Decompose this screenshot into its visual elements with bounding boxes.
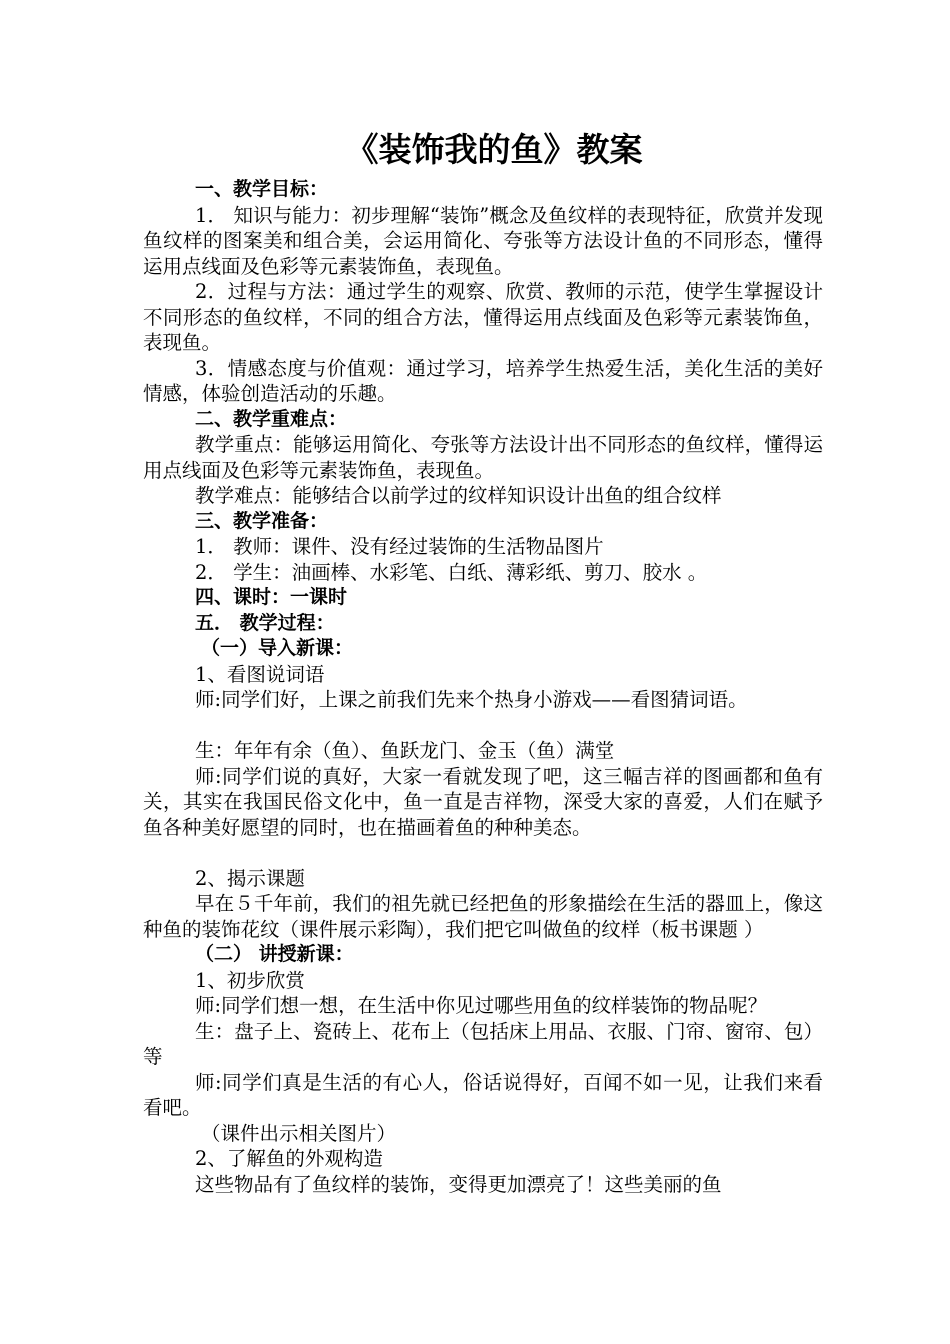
section-heading-preparation: 三、教学准备： — [195, 509, 329, 532]
document-page — [143, 125, 823, 1197]
paragraph: 2、了解鱼的外观构造 — [195, 1147, 383, 1170]
paragraph: 2、揭示课题 — [195, 866, 305, 890]
paragraph: （课件出示相关图片） — [201, 1121, 397, 1145]
section-heading-process: 五． 教学过程： — [195, 611, 335, 634]
blank-line — [143, 840, 823, 866]
paragraph: 教学重点：能够运用简化、夸张等方法设计出不同形态的鱼纹样，懂得运用点线面及色彩等元素装饰鱼，表现鱼。 — [143, 433, 823, 482]
paragraph: 这些物品有了鱼纹样的装饰，变得更加漂亮了！这些美丽的鱼 — [195, 1172, 722, 1196]
subsection-heading-intro: （一）导入新课： — [201, 637, 354, 659]
paragraph: 师:同学们真是生活的有心人，俗话说得好，百闻不如一见，让我们来看看吧。 — [143, 1070, 823, 1119]
paragraph: 生：盘子上、瓷砖上、花布上（包括床上用品、衣服、门帘、窗帘、包）等 — [143, 1019, 823, 1068]
section-heading-objectives: 一、教学目标： — [195, 178, 329, 200]
paragraph: 教学难点：能够结合以前学过的纹样知识设计出鱼的组合纹样 — [195, 484, 722, 507]
paragraph: 师:同学们好，上课之前我们先来个热身小游戏——看图猜词语。 — [195, 688, 748, 711]
paragraph: 1、看图说词语 — [195, 662, 325, 686]
paragraph: 3．情感态度与价值观：通过学习，培养学生热爱生活，美化生活的美好情感，体验创造活动的乐趣。 — [143, 356, 823, 405]
subsection-heading-new-lesson: （二） 讲授新课： — [195, 943, 354, 965]
section-heading-key-points: 二、教学重难点： — [195, 407, 348, 430]
blank-line — [143, 713, 823, 739]
paragraph: 师:同学们说的真好，大家一看就发现了吧，这三幅吉祥的图画都和鱼有关，其实在我国民俗文化中，鱼一直是吉祥物，深受大家的喜爱，人们在赋予鱼各种美好愿望的同时，也在描画着鱼的种种美态。 — [143, 764, 823, 839]
paragraph: 2．过程与方法：通过学生的观察、欣赏、教师的示范，使学生掌握设计不同形态的鱼纹样，不同的组合方法，懂得运用点线面及色彩等元素装饰鱼，表现鱼。 — [143, 280, 823, 354]
document-title: 《装饰我的鱼》教案 — [345, 130, 643, 169]
paragraph: 师:同学们想一想，在生活中你见过哪些用鱼的纹样装饰的物品呢？ — [195, 994, 768, 1017]
paragraph: 早在５千年前，我们的祖先就已经把鱼的形象描绘在生活的器皿上，像这种鱼的装饰花纹（课件展示彩陶），我们把它叫做鱼的纹样（板书课题 ） — [143, 892, 823, 941]
paragraph: 1． 教师：课件、没有经过装饰的生活物品图片 — [195, 535, 604, 558]
paragraph: 2． 学生：油画棒、水彩笔、白纸、薄彩纸、剪刀、胶水 。 — [195, 560, 708, 584]
section-heading-lesson-time: 四、课时：一课时 — [195, 586, 348, 608]
paragraph: 1、初步欣赏 — [195, 968, 305, 992]
paragraph: 1． 知识与能力：初步理解“装饰”概念及鱼纹样的表现特征，欣赏并发现鱼纹样的图案美和组合美，会运用简化、夸张等方法设计鱼的不同形态，懂得运用点线面及色彩等元素装饰鱼，表现鱼。 — [143, 203, 823, 278]
paragraph: 生：年年有余（鱼）、鱼跃龙门、金玉（鱼）满堂 — [195, 739, 615, 762]
